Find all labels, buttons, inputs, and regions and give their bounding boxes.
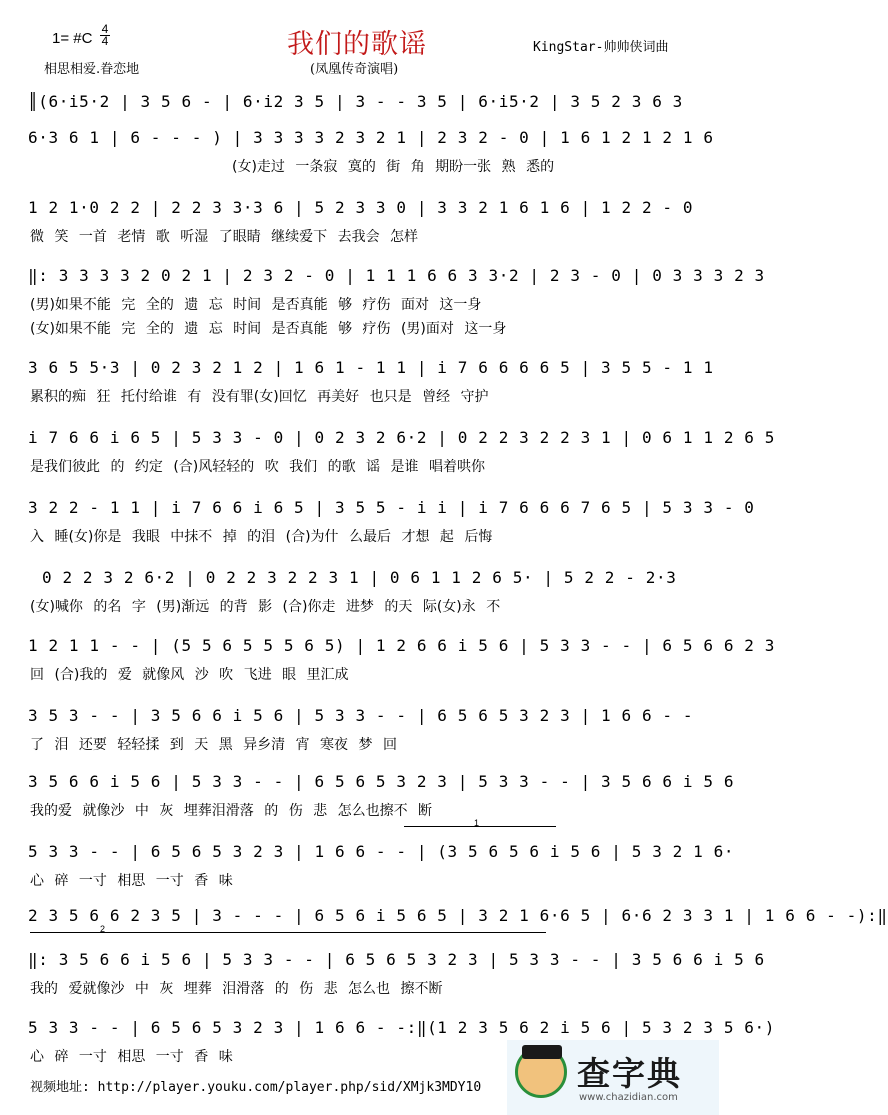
notation-line-12: 5 3 3 - - | 6 5 6 5 3 2 3 | 1 6 6 - - | (3 5 6 5 6 i 5 6 | 5 3 2 1 6· xyxy=(28,842,735,861)
notation-line-13: 2 3 5 6 6 2 3 5 | 3 - - - | 6 5 6 i 5 6 5 | 3 2 1 6·6 5 | 6·6 2 3 3 1 | 1 6 6 - -):‖ xyxy=(28,906,888,925)
notation-line-5: 3 6 5 5·3 | 0 2 3 2 1 2 | 1 6 1 - 1 1 | i 7 6 6 6 6 5 | 3 5 5 - 1 1 xyxy=(28,358,714,377)
volta-first-ending: 1 xyxy=(404,826,556,827)
singer-credit: (凤凰传奇演唱) xyxy=(310,62,399,77)
lyric-line-12: 心 碎 一寸 相思 一寸 香 味 xyxy=(30,873,233,889)
author-credit: KingStar-帅帅侠词曲 xyxy=(533,40,669,55)
notation-line-2: 6·3 6 1 | 6 - - - ) | 3 3 3 3 2 3 2 1 | 2 3 2 - 0 | 1 6 1 2 1 2 1 6 xyxy=(28,128,714,147)
lyric-line-8: (女)喊你 的名 字 (男)渐远 的背 影 (合)你走 进梦 的天 际(女)永 不 xyxy=(30,599,501,615)
lyric-line-9: 回 (合)我的 爱 就像风 沙 吹 飞进 眼 里汇成 xyxy=(30,667,349,683)
lyric-line-15: 心 碎 一寸 相思 一寸 香 味 xyxy=(30,1049,233,1065)
notation-line-1: ║(6·i5·2 | 3 5 6 - | 6·i2 3 5 | 3 - - 3 5 | 6·i5·2 | 3 5 2 3 6 3 xyxy=(28,92,683,111)
lyric-line-3: 微 笑 一首 老情 歌 听湿 了眼睛 继续爱下 去我会 怎样 xyxy=(30,229,419,245)
notation-line-6: i 7 6 6 i 6 5 | 5 3 3 - 0 | 0 2 3 2 6·2 | 0 2 2 3 2 2 3 1 | 0 6 1 1 2 6 5 xyxy=(28,428,775,447)
mascot-icon xyxy=(515,1046,567,1098)
lyric-line-2: (女)走过 一条寂 寞的 街 角 期盼一张 熟 悉的 xyxy=(232,159,555,175)
time-signature xyxy=(100,24,110,47)
logo-url: www.chazidian.com xyxy=(579,1092,678,1103)
song-subtitle: 相思相爱.眷恋地 xyxy=(44,62,140,77)
notation-line-7: 3 2 2 - 1 1 | i 7 6 6 i 6 5 | 3 5 5 - i i | i 7 6 6 6 7 6 5 | 5 3 3 - 0 xyxy=(28,498,755,517)
notation-line-3: 1 2 1·0 2 2 | 2 2 3 3·3 6 | 5 2 3 3 0 | 3 3 2 1 6 1 6 | 1 2 2 - 0 xyxy=(28,198,694,217)
notation-line-4: ‖: 3 3 3 3 2 0 2 1 | 2 3 2 - 0 | 1 1 1 6 6 3 3·2 | 2 3 - 0 | 0 3 3 3 2 3 xyxy=(28,266,765,285)
lyric-line-14: 我的 爱就像沙 中 灰 埋葬 泪滑落 的 伤 悲 怎么也 擦不断 xyxy=(30,981,443,997)
site-logo[interactable] xyxy=(507,1040,719,1115)
lyric-line-5: 累积的痴 狂 托付给谁 有 没有罪(女)回忆 再美好 也只是 曾经 守护 xyxy=(30,389,489,405)
meter-bottom: 4 xyxy=(101,34,109,48)
lyric-line-4b: (女)如果不能 完 全的 遗 忘 时间 是否真能 够 疗伤 (男)面对 这一身 xyxy=(30,321,507,337)
notation-line-10: 3 5 3 - - | 3 5 6 6 i 5 6 | 5 3 3 - - | 6 5 6 5 3 2 3 | 1 6 6 - - xyxy=(28,706,694,725)
song-title: 我们的歌谣 xyxy=(287,29,427,60)
notation-line-14: ‖: 3 5 6 6 i 5 6 | 5 3 3 - - | 6 5 6 5 3 2 3 | 5 3 3 - - | 3 5 6 6 i 5 6 xyxy=(28,950,765,969)
notation-line-8: 0 2 2 3 2 6·2 | 0 2 2 3 2 2 3 1 | 0 6 1 1 2 6 5· | 5 2 2 - 2·3 xyxy=(42,568,677,587)
notation-line-15: 5 3 3 - - | 6 5 6 5 3 2 3 | 1 6 6 - -:‖(1 2 3 5 6 2 i 5 6 | 5 3 2 3 5 6·) xyxy=(28,1018,775,1037)
lyric-line-6: 是我们彼此 的 约定 (合)风轻轻的 吹 我们 的歌 谣 是谁 唱着哄你 xyxy=(30,459,485,475)
lyric-line-4a: (男)如果不能 完 全的 遗 忘 时间 是否真能 够 疗伤 面对 这一身 xyxy=(30,297,482,313)
meter-top: 4 xyxy=(101,22,109,36)
lyric-line-7: 入 睡(女)你是 我眼 中抹不 掉 的泪 (合)为什 么最后 才想 起 后悔 xyxy=(30,529,493,545)
key-signature: 1= #C xyxy=(52,30,93,47)
logo-name: 查字典 xyxy=(577,1054,682,1093)
volta-second-ending: 2 xyxy=(30,932,546,933)
video-link[interactable]: 视频地址: http://player.youku.com/player.php/sid/XMjk3MDY10 xyxy=(30,1080,482,1095)
notation-line-9: 1 2 1 1 - - | (5 5 6 5 5 5 6 5) | 1 2 6 6 i 5 6 | 5 3 3 - - | 6 5 6 6 2 3 xyxy=(28,636,775,655)
lyric-line-10: 了 泪 还要 轻轻揉 到 天 黑 异乡清 宵 寒夜 梦 回 xyxy=(30,737,397,753)
notation-line-11: 3 5 6 6 i 5 6 | 5 3 3 - - | 6 5 6 5 3 2 3 | 5 3 3 - - | 3 5 6 6 i 5 6 xyxy=(28,772,735,791)
lyric-line-11: 我的爱 就像沙 中 灰 埋葬泪滑落 的 伤 悲 怎么也擦不 断 xyxy=(30,803,433,819)
